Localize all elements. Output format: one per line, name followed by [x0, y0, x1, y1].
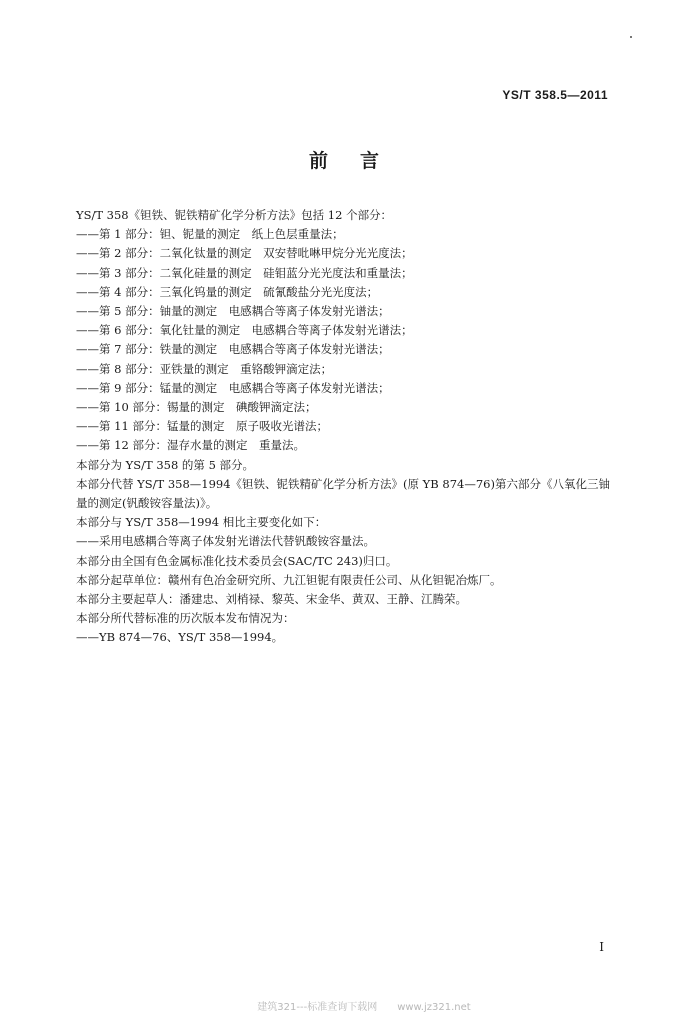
part-item-6: ——第 6 部分：氧化钍量的测定 电感耦合等离子体发射光谱法；: [76, 323, 413, 338]
watermark: 建筑321---标准查询下载网 www.jz321.net: [257, 1002, 471, 1013]
part-item-5: ——第 5 部分：铀量的测定 电感耦合等离子体发射光谱法；: [76, 304, 390, 319]
drafters: 本部分主要起草人：潘建忠、刘梢禄、黎英、宋金华、黄双、王静、江腾荣。: [76, 592, 467, 607]
page-title: 前言: [308, 150, 411, 172]
part-item-7: ——第 7 部分：铁量的测定 电感耦合等离子体发射光谱法；: [76, 342, 390, 357]
part-item-12: ——第 12 部分：湿存水量的测定 重量法。: [76, 438, 305, 453]
part-item-9: ——第 9 部分：锰量的测定 电感耦合等离子体发射光谱法；: [76, 380, 390, 395]
part-item-3: ——第 3 部分：二氧化硅量的测定 硅钼蓝分光光度法和重量法；: [76, 265, 413, 280]
part-item-2: ——第 2 部分：二氧化钛量的测定 双安替吡啉甲烷分光光度法；: [76, 246, 413, 261]
history-item-1: ——YB 874—76、YS/T 358—1994。: [76, 630, 284, 645]
page-number: I: [599, 940, 604, 954]
standard-code: YS/T 358.5—2011: [502, 88, 608, 102]
parts-list: [76, 225, 616, 455]
intro-paragraph: YS/T 358《钽铁、铌铁精矿化学分析方法》包括 12 个部分：: [76, 208, 393, 222]
committee-statement: 本部分由全国有色金属标准化技术委员会(SAC/TC 243)归口。: [76, 553, 398, 568]
replaces-statement: 本部分代替 YS/T 358—1994《钽铁、铌铁精矿化学分析方法》(原 YB 874—76)第六部分《八氧化三铀量的测定(钒酸铵容量法)》。: [76, 476, 610, 511]
document-body: [76, 206, 616, 648]
drafting-units: 本部分起草单位：赣州有色冶金研究所、九江钽铌有限责任公司、从化钽铌冶炼厂。: [76, 572, 502, 587]
part-statement: 本部分为 YS/T 358 的第 5 部分。: [76, 457, 255, 472]
part-item-10: ——第 10 部分：锡量的测定 碘酸钾滴定法；: [76, 400, 317, 415]
part-item-4: ——第 4 部分：三氧化钨量的测定 硫氰酸盐分光光度法；: [76, 284, 379, 299]
change-item-1: ——采用电感耦合等离子体发射光谱法代替钒酸铵容量法。: [76, 534, 375, 549]
part-item-1: ——第 1 部分：钽、铌量的测定 纸上色层重量法；: [76, 227, 344, 242]
part-item-8: ——第 8 部分：亚铁量的测定 重铬酸钾滴定法；: [76, 361, 333, 376]
changes-intro: 本部分与 YS/T 358—1994 相比主要变化如下：: [76, 515, 327, 530]
scan-speck: [630, 36, 632, 38]
history-intro: 本部分所代替标准的历次版本发布情况为：: [76, 611, 295, 626]
part-item-11: ——第 11 部分：锰量的测定 原子吸收光谱法；: [76, 419, 328, 434]
